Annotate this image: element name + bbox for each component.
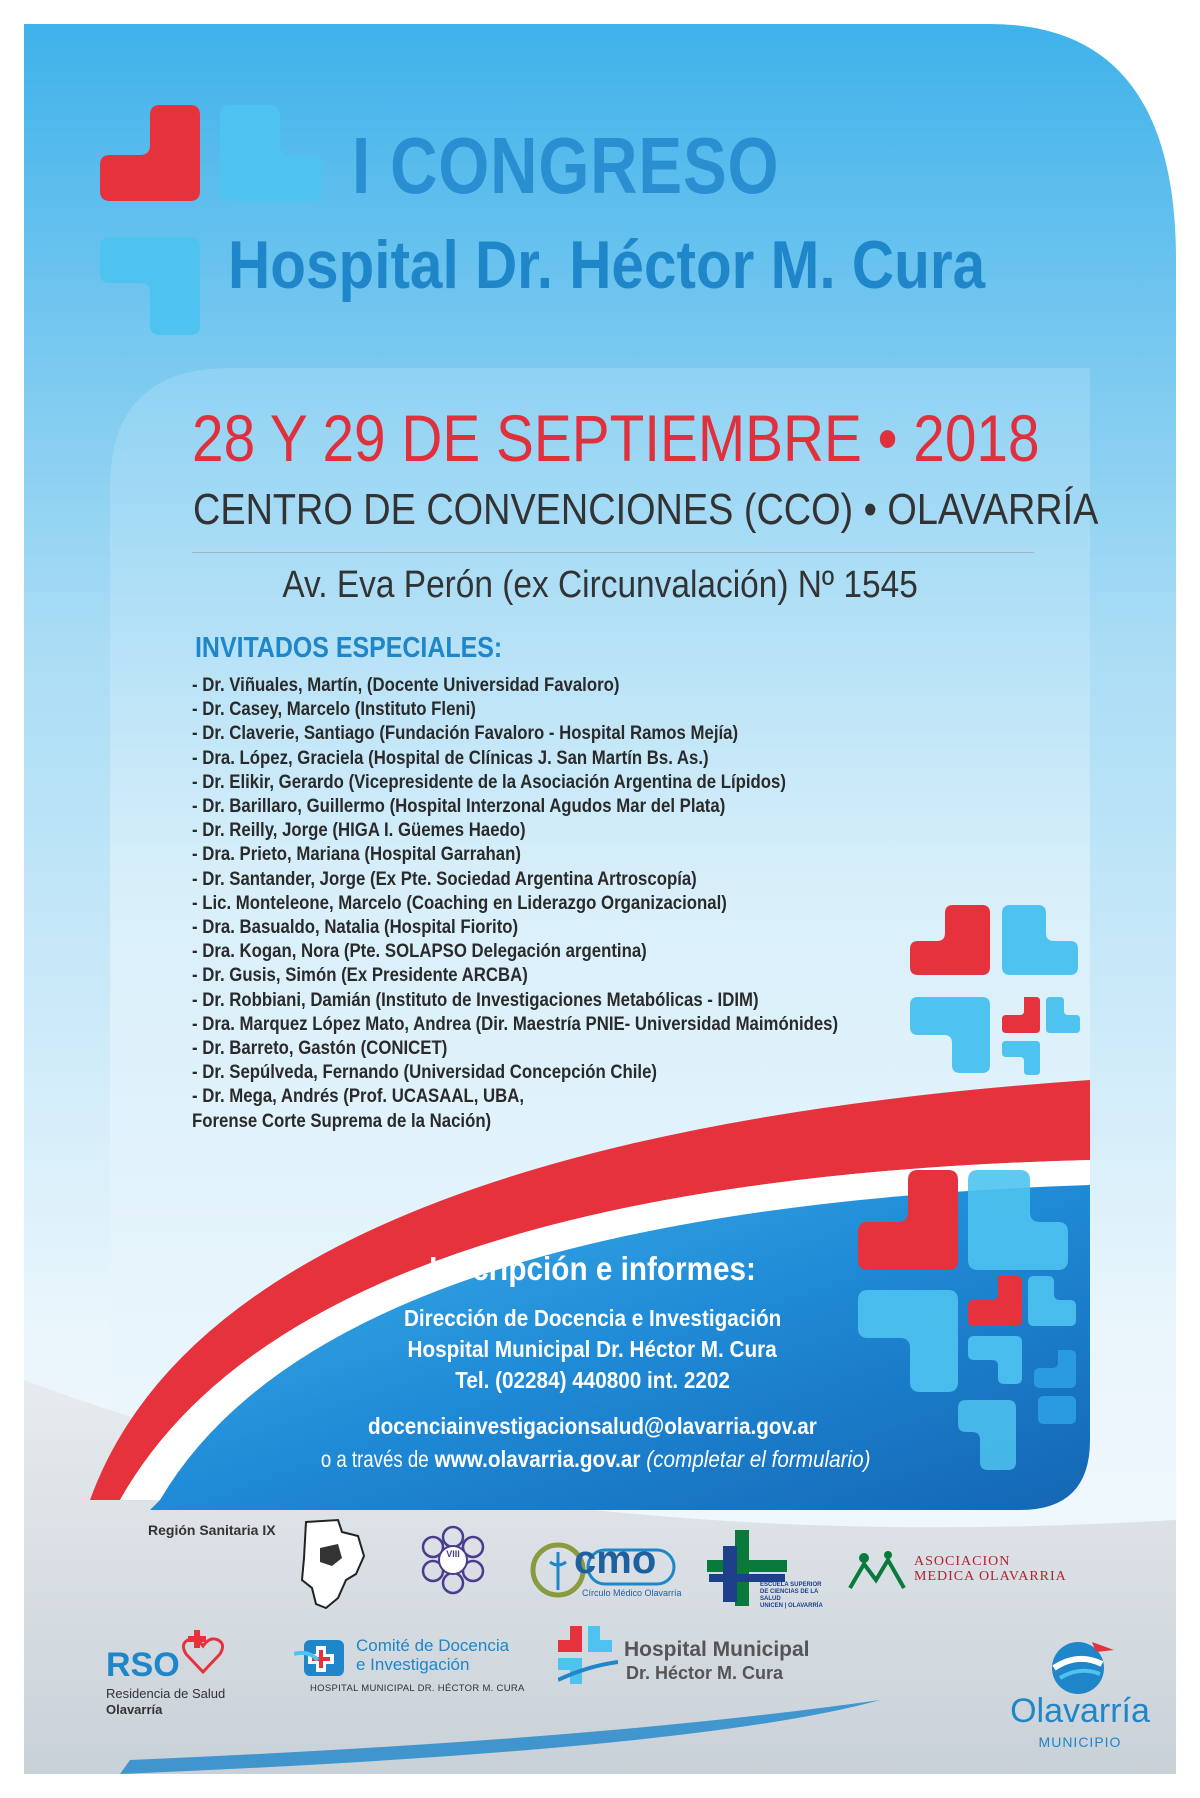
congress-title: I CONGRESO <box>352 121 780 210</box>
hospital-logo-line-2: Dr. Héctor M. Cura <box>626 1663 784 1683</box>
guest-list-item: - Dra. Prieto, Mariana (Hospital Garrahan) <box>192 843 521 866</box>
web-url-link[interactable]: www.olavarria.gov.ar <box>434 1446 641 1472</box>
guest-list-item: - Dra. Marquez López Mato, Andrea (Dir. Maestría PNIE- Universidad Maimónides) <box>192 1012 839 1035</box>
guest-list-item: - Dr. Claverie, Santiago (Fundación Favaloro - Hospital Ramos Mejía) <box>192 722 739 745</box>
rso-caption-line-1: Residencia de Salud <box>106 1686 226 1701</box>
guest-list-item: - Dr. Mega, Andrés (Prof. UCASAAL, UBA, <box>192 1085 525 1108</box>
comite-logo-subtitle: HOSPITAL MUNICIPAL DR. HÉCTOR M. CURA <box>310 1683 525 1694</box>
registration-line-1-text: Dirección de Docencia e Investigación <box>403 1305 782 1331</box>
registration-title-text: Inscripción e informes: <box>429 1250 756 1287</box>
asociacion-line-2: MEDICA OLAVARRIA <box>914 1569 1067 1584</box>
escuela-logo-subtitle: UNICEN | OLAVARRÍA <box>760 1603 823 1609</box>
guest-list-item: - Dr. Casey, Marcelo (Instituto Fleni) <box>192 698 476 721</box>
province-map-icon <box>298 1518 370 1610</box>
guest-list-item: - Dr. Sepúlveda, Fernando (Universidad Concepción Chile) <box>192 1061 657 1084</box>
registration-title <box>0 1250 1185 1288</box>
guests-title: INVITADOS ESPECIALES: <box>195 632 503 664</box>
escuela-logo-text <box>760 1582 824 1610</box>
region-label: Región Sanitaria IX <box>148 1522 276 1538</box>
guest-list-item: Forense Corte Suprema de la Nación) <box>192 1109 492 1132</box>
region-viii-label: VIII <box>446 1549 460 1559</box>
guest-list-item: - Dr. Viñuales, Martín, (Docente Universidad Favaloro) <box>192 674 620 696</box>
guest-list-item: - Dr. Santander, Jorge (Ex Pte. Sociedad Argentina Artroscopía) <box>192 867 697 890</box>
guest-list-item: - Dr. Barreto, Gastón (CONICET) <box>192 1037 448 1060</box>
cmo-logo-subtitle: Círculo Médico Olavarría <box>582 1588 682 1598</box>
event-address <box>0 564 1200 607</box>
registration-phone <box>0 1367 1185 1394</box>
rso-caption-line-2: Olavarría <box>106 1702 163 1717</box>
registration-phone-text: Tel. (02284) 440800 int. 2202 <box>455 1367 730 1393</box>
olavarria-logo-text: Olavarría <box>1010 1692 1150 1730</box>
cross-decoration-icon <box>910 905 1090 1080</box>
comite-line-1: Comité de Docencia <box>356 1636 510 1655</box>
registration-email[interactable] <box>0 1413 1185 1440</box>
guest-list-item: - Dra. López, Graciela (Hospital de Clínicas J. San Martín Bs. As.) <box>192 746 709 769</box>
registration-line-1 <box>0 1305 1185 1332</box>
registration-line-2-text: Hospital Municipal Dr. Héctor M. Cura <box>407 1336 778 1362</box>
rso-caption <box>106 1686 225 1718</box>
guest-list-item: - Lic. Monteleone, Marcelo (Coaching en Liderazgo Organizacional) <box>192 891 727 914</box>
guest-list-item: - Dra. Kogan, Nora (Pte. SOLAPSO Delegación argentina) <box>192 940 647 963</box>
escuela-logo-name: ESCUELA SUPERIOR DE CIENCIAS DE LA SALUD <box>760 1582 822 1602</box>
hospital-title: Hospital Dr. Héctor M. Cura <box>228 227 986 303</box>
hospital-logo-icon <box>558 1626 618 1688</box>
event-venue: CENTRO DE CONVENCIONES (CCO) • OLAVARRÍA <box>193 485 1099 534</box>
registration-line-2 <box>0 1336 1185 1363</box>
rso-logo-text: RSO <box>106 1646 180 1684</box>
municipio-label: MUNICIPIO <box>1038 1734 1122 1750</box>
asociacion-medica-logo-icon <box>848 1550 906 1592</box>
comite-logo-text <box>356 1636 509 1674</box>
comite-logo-icon <box>294 1636 350 1680</box>
web-suffix: (completar el formulario) <box>640 1446 871 1472</box>
hospital-logo-line-1: Hospital Municipal <box>624 1638 810 1661</box>
guest-list-item: - Dra. Basualdo, Natalia (Hospital Fiorito) <box>192 916 519 939</box>
olavarria-emblem-icon <box>1040 1638 1116 1696</box>
divider <box>192 552 1034 553</box>
asociacion-medica-text <box>914 1554 1067 1584</box>
rso-heart-icon <box>180 1630 226 1676</box>
region-viii-seal-icon <box>418 1525 488 1595</box>
hospital-logo-text <box>624 1638 810 1685</box>
cmo-logo-text: cmo <box>574 1538 657 1582</box>
registration-email-text[interactable]: docenciainvestigacionsalud@olavarria.gov.ar <box>368 1413 817 1439</box>
comite-line-2: e Investigación <box>356 1655 470 1674</box>
event-address-text: Av. Eva Perón (ex Circunvalación) Nº 1545 <box>282 564 918 606</box>
guests-list <box>192 673 838 1133</box>
event-date: 28 Y 29 DE SEPTIEMBRE • 2018 <box>192 401 1040 475</box>
registration-web <box>0 1446 1185 1473</box>
asociacion-line-1: ASOCIACION <box>914 1554 1011 1569</box>
guest-list-item: - Dr. Gusis, Simón (Ex Presidente ARCBA) <box>192 964 528 987</box>
guest-list-item: - Dr. Robbiani, Damián (Instituto de Investigaciones Metabólicas - IDIM) <box>192 988 759 1011</box>
guest-list-item: - Dr. Reilly, Jorge (HIGA I. Güemes Haedo) <box>192 819 526 842</box>
guest-list-item: - Dr. Barillaro, Guillermo (Hospital Interzonal Agudos Mar del Plata) <box>192 795 726 818</box>
web-prefix: o a través de <box>320 1446 429 1472</box>
guest-list-item: - Dr. Elikir, Gerardo (Vicepresidente de la Asociación Argentina de Lípidos) <box>192 770 786 793</box>
